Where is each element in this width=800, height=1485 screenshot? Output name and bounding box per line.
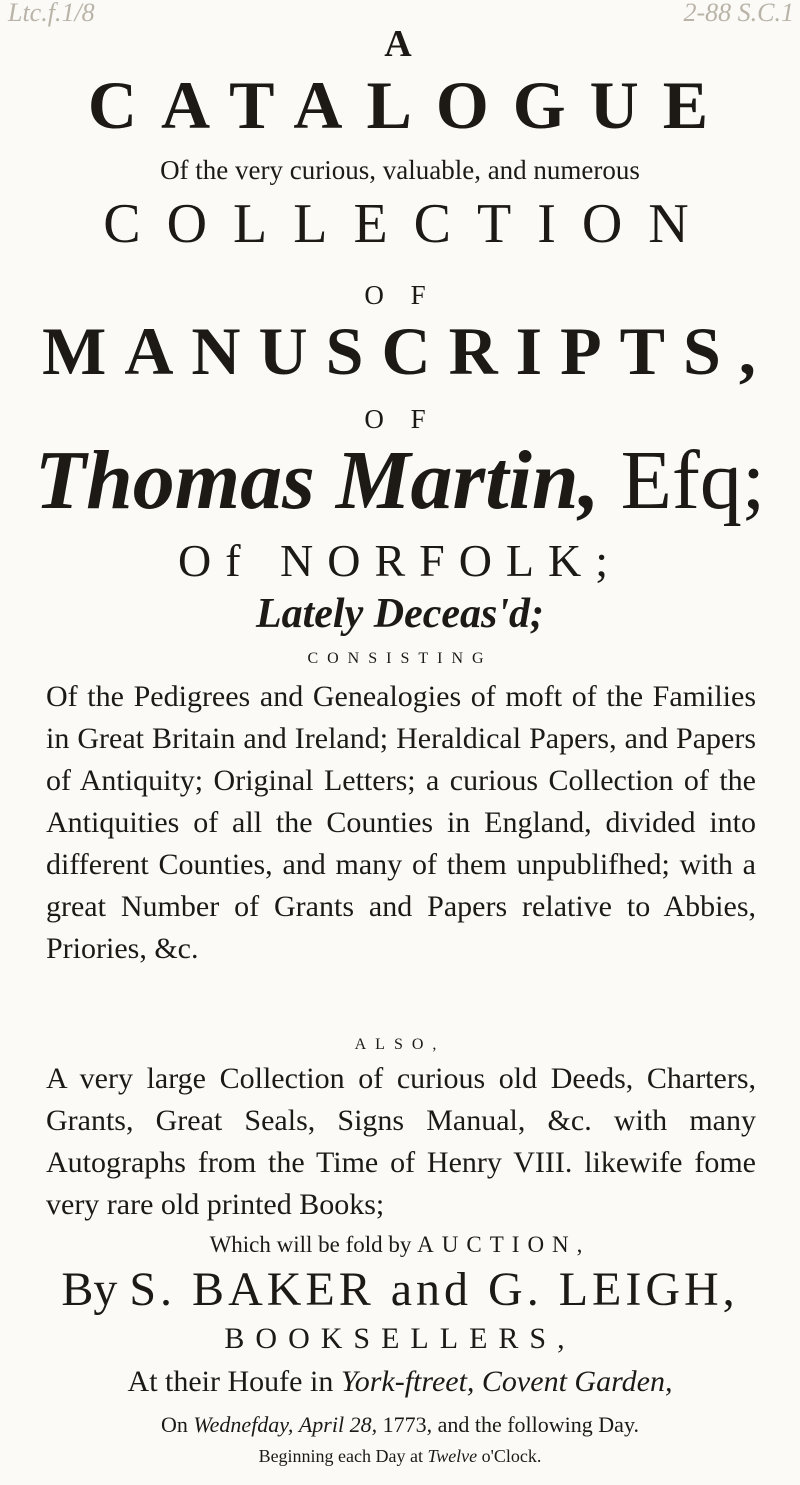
lately-deceased: Lately Deceas'd; [255, 591, 545, 637]
auctioneers-line [0, 1262, 800, 1317]
begin-suffix: o'Clock. [481, 1446, 542, 1466]
street-name: York-ftreet, [340, 1365, 475, 1398]
district-name: Covent Garden, [481, 1365, 673, 1398]
deeds-paragraph: A very large Collection of curious old Deeds, Charters, Grants, Great Seals, Signs Manual, &c. with many Autographs from the Time of Henry VIII. likewife fome very rare old printed Books; [46, 1062, 756, 1221]
auctioneers-names: S. BAKER and G. LEIGH, [129, 1263, 739, 1316]
title-article: A [384, 23, 416, 65]
house-prefix: At their Houfe in [127, 1365, 334, 1398]
sale-start-time [0, 1446, 800, 1467]
title-of-1: O F [364, 280, 436, 310]
title-of-2: O F [364, 404, 436, 434]
begin-prefix: Beginning each Day at [258, 1446, 424, 1466]
collector-county: Of NORFOLK; [177, 535, 623, 586]
title-manuscripts: MANUSCRIPTS, [42, 313, 774, 389]
by-word: By [61, 1263, 118, 1316]
auction-line [0, 1232, 800, 1258]
on-word: On [160, 1412, 188, 1437]
auction-prefix: Which will be fold by [209, 1232, 412, 1257]
also-label: ALSO, [354, 1036, 446, 1053]
consisting-label: CONSISTING [307, 650, 493, 667]
sale-weekday: Wednefday, [193, 1412, 294, 1437]
title-heading: CATALOGUE [87, 67, 733, 143]
contents-paragraph: Of the Pedigrees and Genealogies of moft of the Families in Great Britain and Ireland; Heraldical Papers, and Papers of Antiquity; Original Letters; a curious Collection of the Antiquities of all the Counties in England, divided into different Counties, and many of them unpublifhed; with a great Number of Grants and Papers relative to Abbies, Priories, &c. [46, 680, 756, 965]
manuscript-shelfmark-right: 2-88 S.C.1 [683, 0, 794, 27]
begin-hour: Twelve [427, 1446, 478, 1466]
collector-name [0, 432, 800, 529]
booksellers-label: BOOKSELLERS, [224, 1322, 576, 1355]
sale-month-day: April 28, [298, 1412, 378, 1437]
title-subtitle: Of the very curious, valuable, and numerous [160, 155, 640, 185]
collector-name-italic: Thomas Martin, [34, 434, 600, 527]
sale-location [0, 1365, 800, 1399]
manuscript-shelfmark-left: Ltc.f.1/8 [8, 0, 95, 27]
title-collection: COLLECTION [103, 193, 715, 255]
sale-date [0, 1412, 800, 1438]
auction-word: AUCTION, [417, 1232, 591, 1257]
collector-name-suffix: Efq; [620, 434, 766, 527]
sale-year: 1773, and the following Day. [382, 1412, 640, 1437]
